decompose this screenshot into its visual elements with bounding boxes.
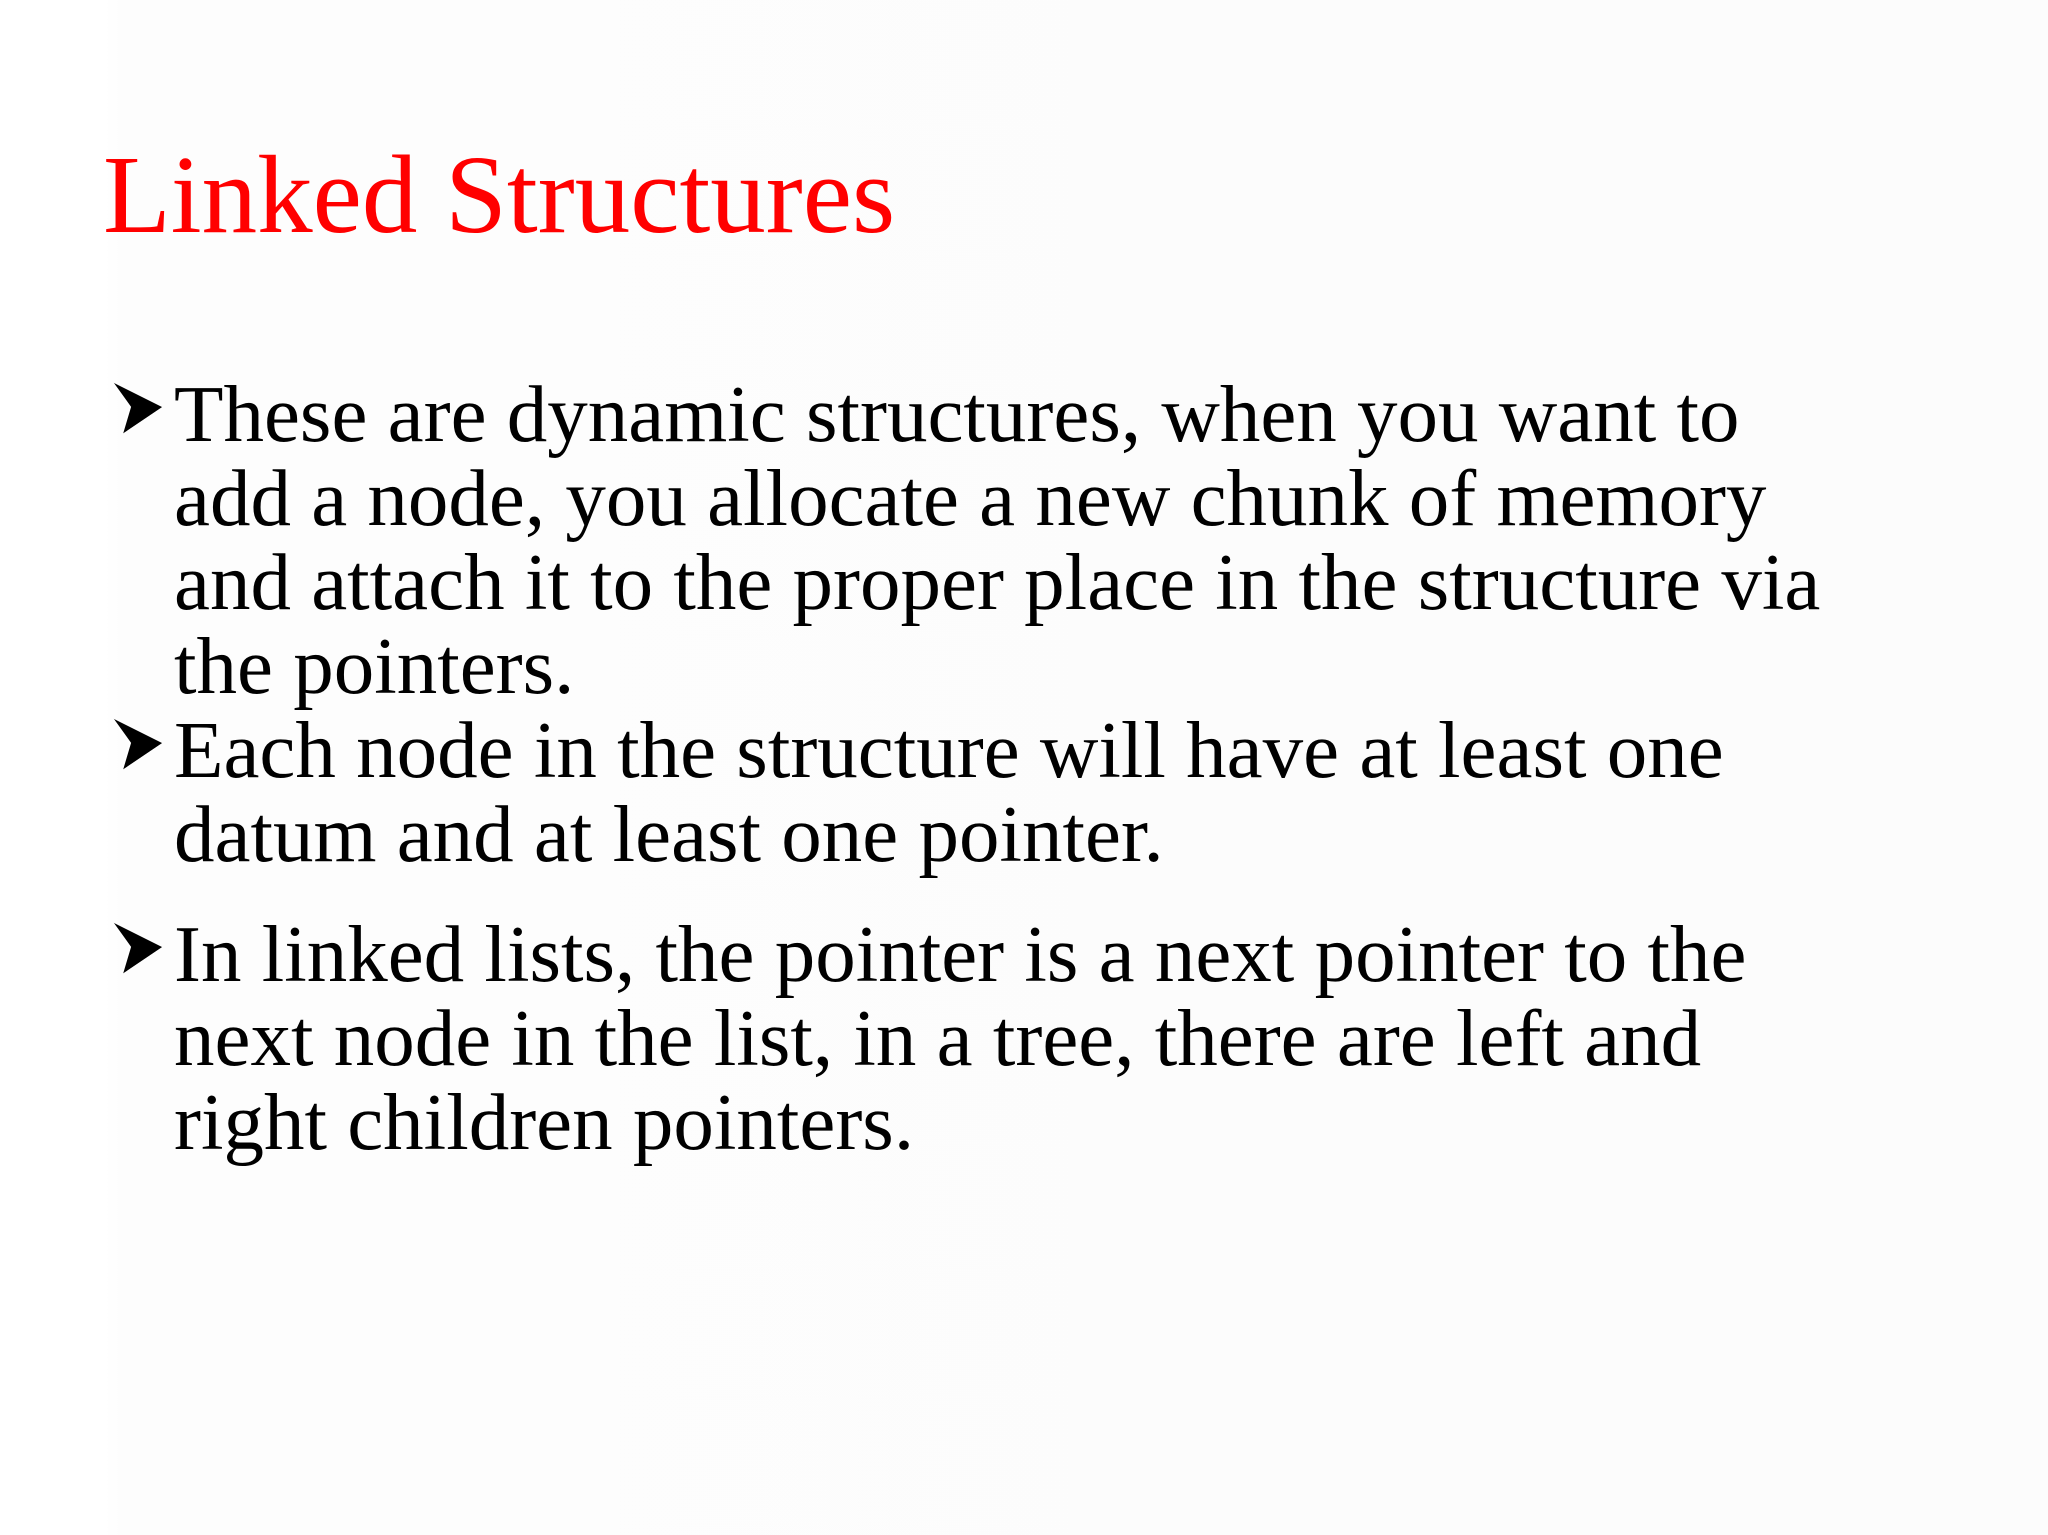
arrowhead-bullet-icon [110, 716, 164, 772]
bullet-line: add a node, you allocate a new chunk of memory [174, 453, 1767, 543]
bullet-line: the pointers. [174, 621, 575, 711]
bullet-line: In linked lists, the pointer is a next pointer to the [174, 909, 1747, 999]
bullet-line: These are dynamic structures, when you want to [174, 369, 1740, 459]
bullet-item [110, 369, 1910, 711]
bullet-line: and attach it to the proper place in the structure via [174, 537, 1821, 627]
arrowhead-bullet-icon [110, 380, 164, 436]
bullet-item [110, 909, 1910, 1167]
bullet-item [110, 705, 1910, 879]
bullet-line: right children pointers. [174, 1077, 915, 1167]
bullet-line: next node in the list, in a tree, there are left and [174, 993, 1702, 1083]
bullet-line: Each node in the structure will have at least one [174, 705, 1724, 795]
bullet-list [110, 369, 1910, 1167]
slide-title: Linked Structures [103, 134, 896, 257]
arrowhead-bullet-icon [110, 920, 164, 976]
bullet-line: datum and at least one pointer. [174, 789, 1164, 879]
